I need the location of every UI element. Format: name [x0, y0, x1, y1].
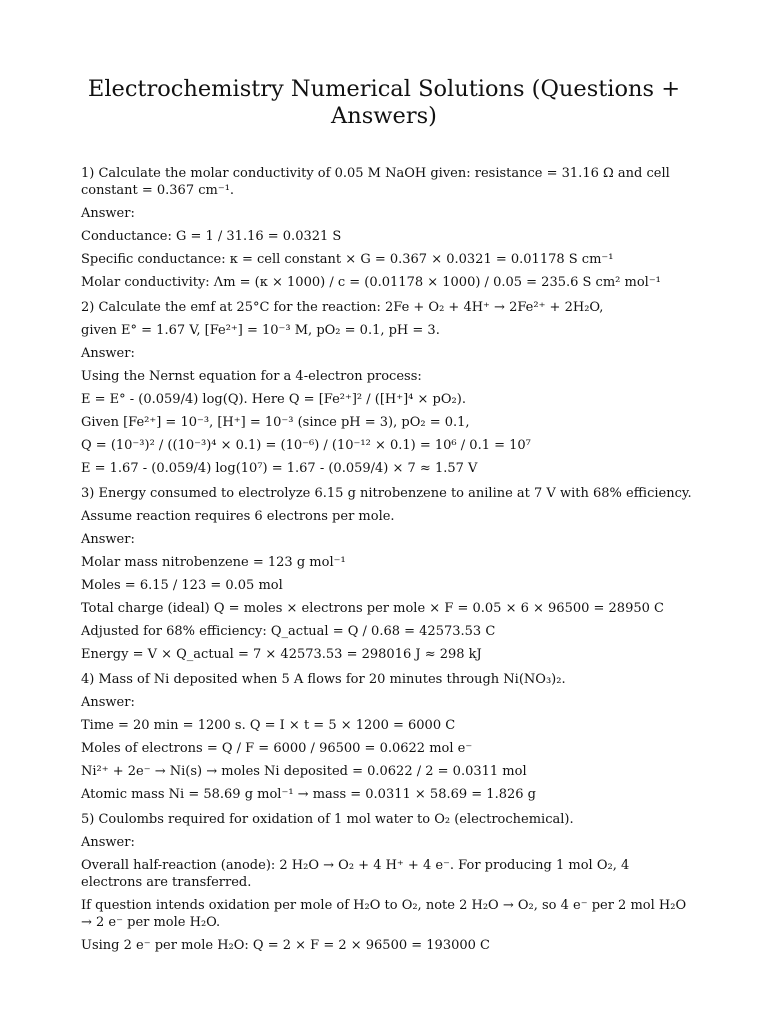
solution-line: Atomic mass Ni = 58.69 g mol⁻¹ → mass = 0.0311 × 58.69 = 1.826 g: [81, 787, 536, 802]
solution-line: Molar conductivity: Λm = (κ × 1000) / c = (0.01178 × 1000) / 0.05 = 235.6 S cm² mol⁻¹: [81, 275, 661, 290]
solution-line: Time = 20 min = 1200 s. Q = I × t = 5 × 1200 = 6000 C: [81, 718, 456, 733]
solution-line: Total charge (ideal) Q = moles × electrons per mole × F = 0.05 × 6 × 96500 = 28950 C: [81, 601, 664, 616]
solution-line: E = 1.67 - (0.059/4) log(10⁷) = 1.67 - (0.059/4) × 7 ≈ 1.57 V: [81, 461, 478, 476]
answer-label: Answer:: [81, 346, 135, 361]
question-4: 4) Mass of Ni deposited when 5 A flows for 20 minutes through Ni(NO₃)₂.: [81, 672, 566, 687]
solution-line: Moles = 6.15 / 123 = 0.05 mol: [81, 578, 283, 593]
answer-label: Answer:: [81, 835, 135, 850]
solution-line: Using the Nernst equation for a 4-electron process:: [81, 369, 422, 384]
solution-line: E = E° - (0.059/4) log(Q). Here Q = [Fe²⁺]² / ([H⁺]⁴ × pO₂).: [81, 392, 466, 407]
answer-label: Answer:: [81, 695, 135, 710]
question-2: 2) Calculate the emf at 25°C for the reaction: 2Fe + O₂ + 4H⁺ → 2Fe²⁺ + 2H₂O,: [81, 300, 604, 315]
solution-line: Energy = V × Q_actual = 7 × 42573.53 = 298016 J ≈ 298 kJ: [81, 647, 482, 662]
solution-line: Q = (10⁻³)² / ((10⁻³)⁴ × 0.1) = (10⁻⁶) / (10⁻¹² × 0.1) = 10⁶ / 0.1 = 10⁷: [81, 438, 531, 453]
question-line: given E° = 1.67 V, [Fe²⁺] = 10⁻³ M, pO₂ = 0.1, pH = 3.: [81, 323, 440, 338]
question-3: 3) Energy consumed to electrolyze 6.15 g nitrobenzene to aniline at 7 V with 68% efficiency.: [81, 486, 692, 501]
question-line: Assume reaction requires 6 electrons per mole.: [81, 509, 395, 524]
solution-line: Ni²⁺ + 2e⁻ → Ni(s) → moles Ni deposited = 0.0622 / 2 = 0.0311 mol: [81, 764, 527, 779]
question-1: 1) Calculate the molar conductivity of 0.05 M NaOH given: resistance = 31.16 Ω and cell constant = 0.367 cm⁻¹.: [81, 166, 670, 198]
solution-line: Given [Fe²⁺] = 10⁻³, [H⁺] = 10⁻³ (since pH = 3), pO₂ = 0.1,: [81, 415, 470, 430]
solution-line: Adjusted for 68% efficiency: Q_actual = Q / 0.68 = 42573.53 C: [81, 624, 496, 639]
page-title: Electrochemistry Numerical Solutions (Questions + Answers): [87, 76, 681, 129]
solution-line: Conductance: G = 1 / 31.16 = 0.0321 S: [81, 229, 342, 244]
answer-label: Answer:: [81, 206, 135, 221]
solution-line: Overall half-reaction (anode): 2 H₂O → O₂ + 4 H⁺ + 4 e⁻. For producing 1 mol O₂, 4 electrons are transferred.: [81, 858, 630, 890]
solution-line: Moles of electrons = Q / F = 6000 / 96500 = 0.0622 mol e⁻: [81, 741, 473, 756]
question-5: 5) Coulombs required for oxidation of 1 mol water to O₂ (electrochemical).: [81, 812, 574, 827]
solution-line: Molar mass nitrobenzene = 123 g mol⁻¹: [81, 555, 346, 570]
solution-line: Using 2 e⁻ per mole H₂O: Q = 2 × F = 2 × 96500 = 193000 C: [81, 938, 490, 953]
answer-label: Answer:: [81, 532, 135, 547]
solution-line: Specific conductance: κ = cell constant × G = 0.367 × 0.0321 = 0.01178 S cm⁻¹: [81, 252, 614, 267]
document-body: [81, 165, 693, 960]
solution-line: If question intends oxidation per mole of H₂O to O₂, note 2 H₂O → O₂, so 4 e⁻ per 2 mol H₂O → 2 e⁻ per mole H₂O.: [81, 898, 687, 930]
